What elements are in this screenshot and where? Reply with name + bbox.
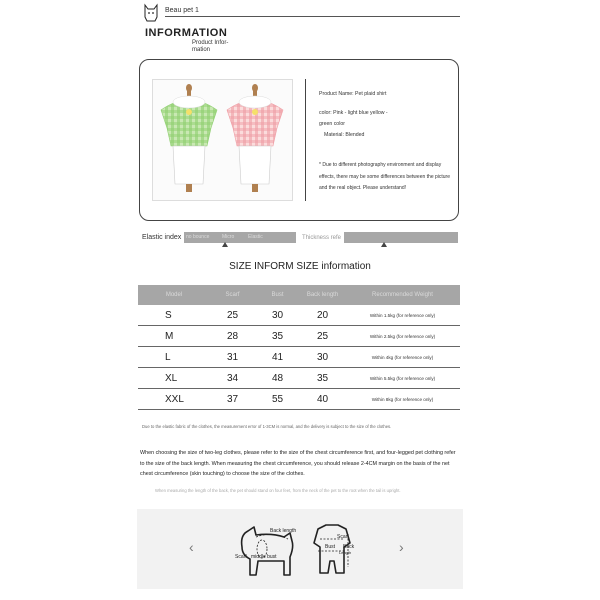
col-model: Model <box>138 285 210 305</box>
label-scarf-2: Scarf <box>337 534 349 540</box>
product-color: color: Pink - light blue yellow - <box>319 110 388 116</box>
elastic-option-1: no bounce <box>186 234 210 240</box>
thickness-index-label: Thickness refe <box>302 235 342 241</box>
product-material: Material: Blended <box>324 132 365 138</box>
elastic-marker-icon <box>222 242 228 247</box>
next-arrow-icon[interactable]: › <box>399 539 404 555</box>
product-color-2: green color <box>319 121 345 127</box>
thickness-marker-icon <box>381 242 387 247</box>
table-row: M 28 35 25 Within 2.5kg (for reference only) <box>138 326 460 347</box>
table-row: S 25 30 20 Within 1.5kg (for reference only) <box>138 305 460 326</box>
logo-icon <box>142 3 164 23</box>
logo-text: Beau pet 1 <box>165 7 199 14</box>
table-row: L 31 41 30 Within 4kg (for reference only) <box>138 347 460 368</box>
measurement-diagram <box>137 509 463 589</box>
label-scarf-1: Scarf <box>235 554 247 560</box>
back-length-note: When measuring the length of the back, the pet should stand on four feet, from the neck of the pet to the root when the tail is upright. <box>155 488 401 493</box>
label-back: Back <box>343 544 355 550</box>
col-recommended-weight: Recommended Weight <box>345 285 460 305</box>
elastic-option-2: Micro <box>222 234 235 240</box>
elastic-index-label: Elastic index <box>142 234 182 241</box>
header-divider <box>165 16 460 17</box>
size-section-title: SIZE INFORM SIZE information <box>229 261 371 272</box>
col-back-length: Back length <box>300 285 345 305</box>
size-footnote: Due to the elastic fabric of the clothes, the measurement error of 1-3CM is normal, and the delivery is subject to the size of the clothes. <box>142 424 392 429</box>
product-name: Product Name: Pet plaid shirt <box>319 91 387 97</box>
size-table <box>138 285 460 410</box>
table-row: XL 34 48 35 Within 5.5kg (for reference only) <box>138 368 460 389</box>
col-bust: Bust <box>255 285 300 305</box>
elastic-option-3: Elastic <box>248 234 263 240</box>
table-row: XXL 37 55 40 Within 8kg (for reference only) <box>138 389 460 410</box>
label-middle-bust: middle bust <box>251 554 277 560</box>
label-length: Length <box>339 550 352 555</box>
size-guide-paragraph: When choosing the size of two-leg clothes, please refer to the size of the chest circumference first, and four-legged pet clothing refer to the size of the back length. When measuring the chest circumference, you should release 2-4CM margin on the basis of the net chest circumference (skin touching) to choose the size of the clothes. <box>140 450 456 477</box>
thickness-index-bar <box>344 232 458 243</box>
elastic-index-bar <box>184 232 296 243</box>
prev-arrow-icon[interactable]: ‹ <box>189 539 194 555</box>
card-divider <box>305 79 306 201</box>
label-back-length: Back length <box>270 528 297 534</box>
product-details <box>319 89 454 141</box>
label-bust: Bust <box>325 544 336 550</box>
col-scarf: Scarf <box>210 285 255 305</box>
product-photo <box>152 79 293 201</box>
photo-note: * Due to different photography environment and display effects, there may be some differences between the picture and the real object. Please understand! <box>319 162 451 191</box>
info-subtitle: Product Infor- mation <box>192 40 229 53</box>
info-title: INFORMATION <box>145 27 228 39</box>
